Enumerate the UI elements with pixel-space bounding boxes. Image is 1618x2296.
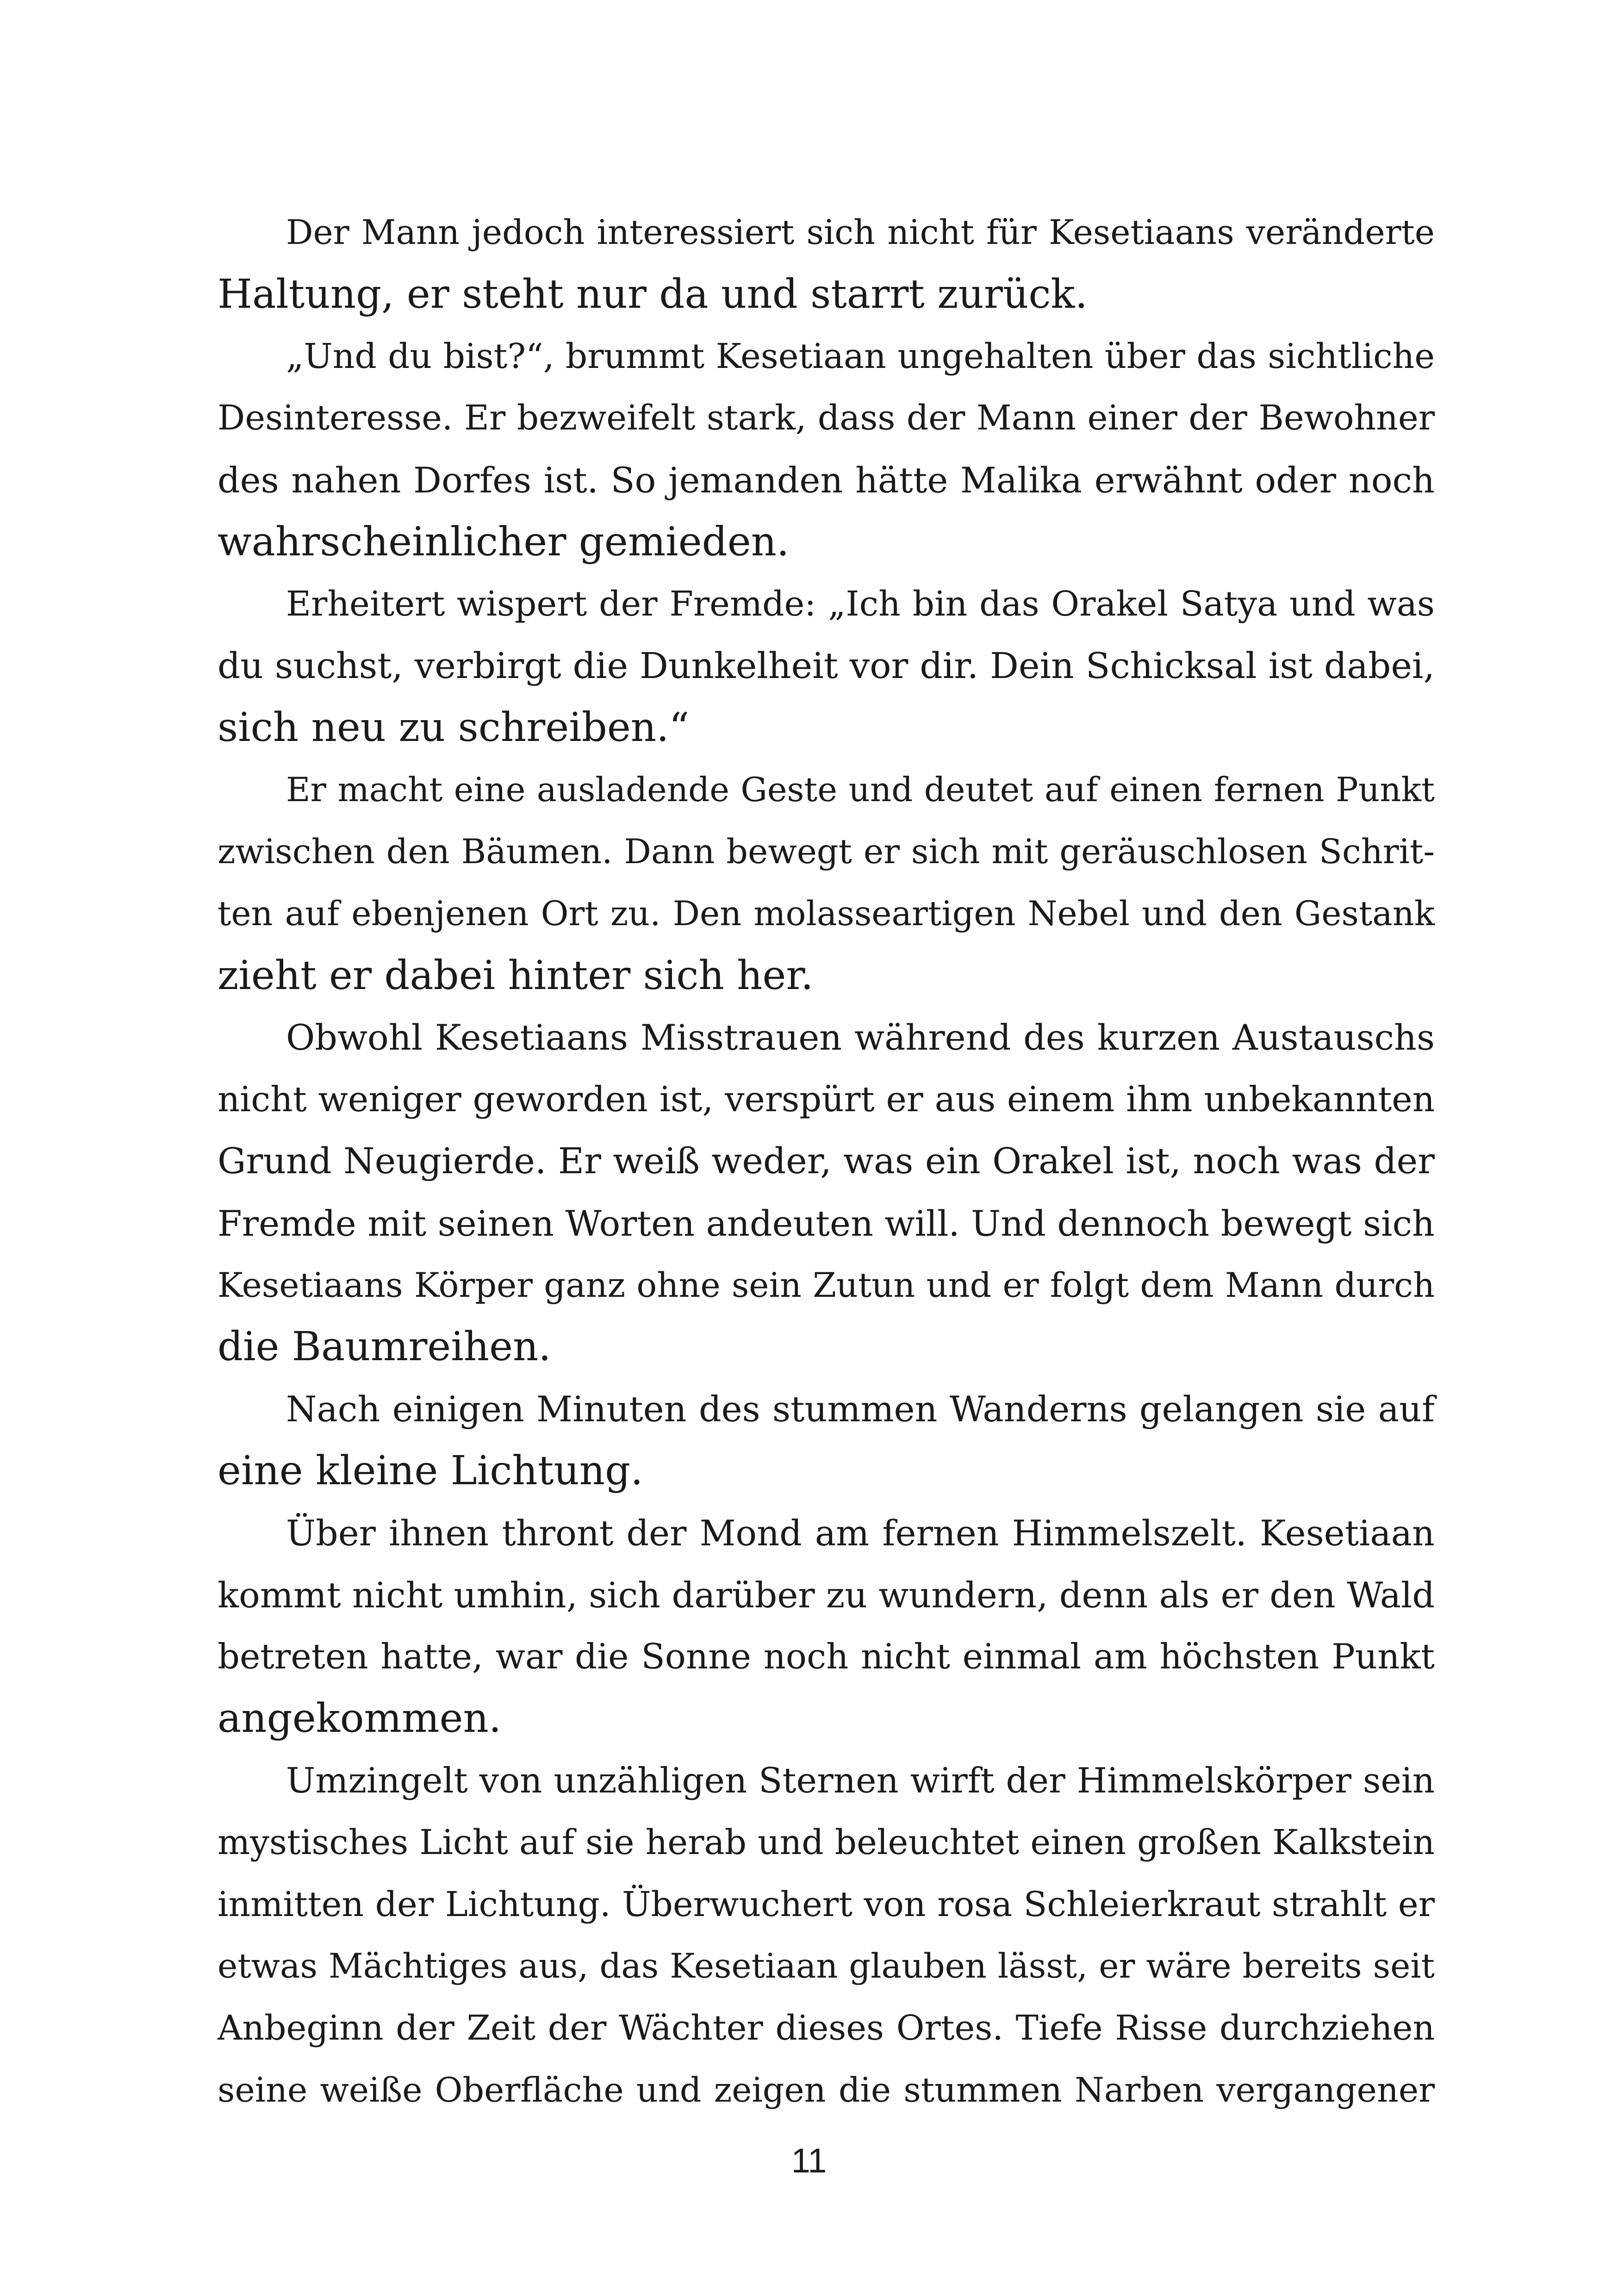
text-line: Haltung, er steht nur da und starrt zurück. [218,271,1088,317]
paragraph-first-line: Umzingelt von unzähligen Sternen wirft der Himmelskörper sein [286,1760,1435,1801]
text-line: sich neu zu schreiben.“ [218,704,690,751]
body-text [218,202,1435,2122]
text-line: du suchst, verbirgt die Dunkelheit vor dir. Dein Schicksal ist dabei, [218,645,1435,687]
text-line: nicht weniger geworden ist, verspürt er aus einem ihm unbekannten [218,1079,1435,1120]
text-line: ten auf ebenjenen Ort zu. Den molasseartigen Nebel und den Gestank [218,894,1435,933]
text-line: seine weiße Oberfläche und zeigen die stummen Narben vergangener [218,2070,1435,2110]
text-line: zieht er dabei hinter sich her. [218,952,814,999]
paragraph-first-line: Obwohl Kesetiaans Misstrauen während des kurzen Austauschs [286,1017,1435,1058]
text-line: Desinteresse. Er bezweifelt stark, dass der Mann einer der Bewohner [218,398,1435,438]
text-line: zwischen den Bäumen. Dann bewegt er sich mit geräuschlosen Schrit- [218,832,1435,871]
text-line: Grund Neugierde. Er weiß weder, was ein Orakel ist, noch was der [218,1140,1435,1182]
paragraph-first-line: Erheitert wispert der Fremde: „Ich bin das Orakel Satya und was [286,584,1435,624]
text-line: angekommen. [218,1695,502,1742]
paragraph-first-line: Der Mann jedoch interessiert sich nicht für Kesetiaans veränderte [286,213,1435,252]
text-line: Anbeginn der Zeit der Wächter dieses Ortes. Tiefe Risse durchziehen [218,2008,1435,2048]
paragraph-first-line: Nach einigen Minuten des stummen Wanderns gelangen sie auf [286,1388,1435,1430]
text-line: Kesetiaans Körper ganz ohne sein Zutun und er folgt dem Mann durch [218,1265,1435,1305]
text-line: Fremde mit seinen Worten andeuten will. Und dennoch bewegt sich [218,1202,1435,1244]
text-line: inmitten der Lichtung. Überwuchert von rosa Schleierkraut strahlt er [218,1884,1435,1924]
paragraph-first-line: „Und du bist?“, brummt Kesetiaan ungehalten über das sichtliche [286,336,1435,376]
text-line: kommt nicht umhin, sich darüber zu wundern, denn als er den Wald [218,1574,1435,1616]
text-line: des nahen Dorfes ist. So jemanden hätte Malika erwähnt oder noch [218,460,1435,501]
text-line: etwas Mächtiges aus, das Kesetiaan glauben lässt, er wäre bereits seit [218,1947,1435,1986]
paragraph-first-line: Er macht eine ausladende Geste und deutet auf einen fernen Punkt [286,770,1435,809]
text-line: die Baumreihen. [218,1324,551,1370]
text-line: eine kleine Lichtung. [218,1447,643,1494]
text-line: wahrscheinlicher gemieden. [218,518,790,565]
text-line: betreten hatte, war die Sonne noch nicht einmal am höchsten Punkt [218,1636,1435,1677]
paragraph-first-line: Über ihnen thront der Mond am fernen Himmelszelt. Kesetiaan [286,1512,1435,1554]
page-number: 11 [791,2141,827,2180]
text-line: mystisches Licht auf sie herab und beleuchtet einen großen Kalkstein [218,1822,1435,1862]
